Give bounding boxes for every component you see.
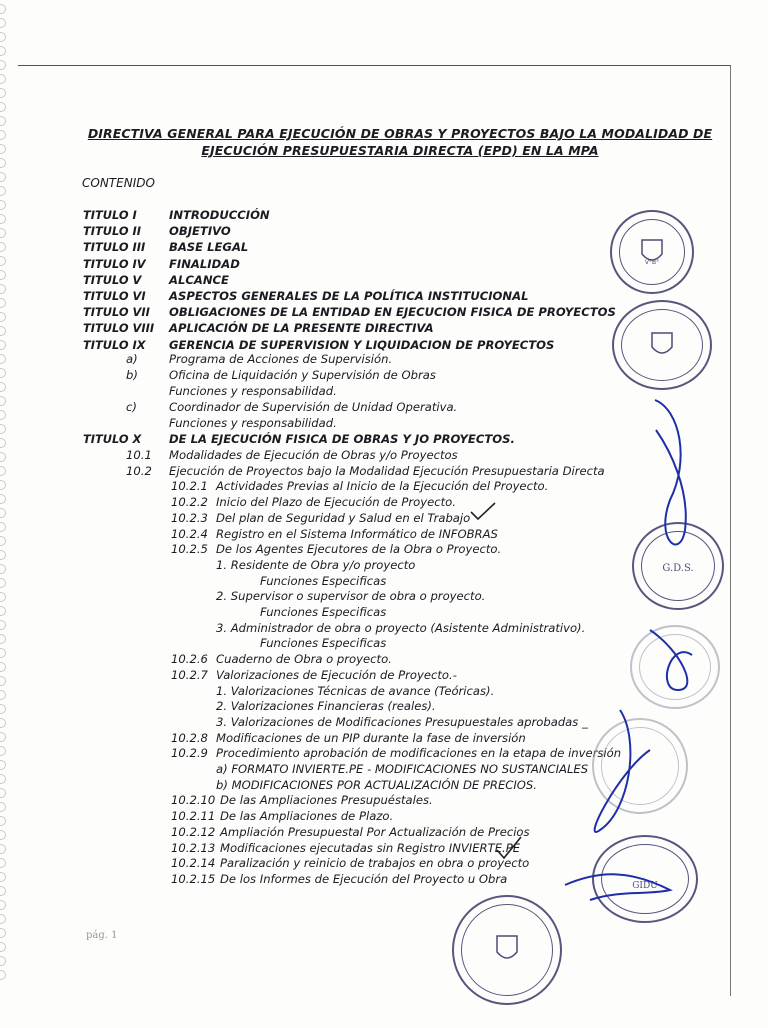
- subsection-text: Paralización y reinicio de trabajos en obra o proyecto: [220, 856, 530, 871]
- titulo-text: OBJETIVO: [169, 224, 231, 239]
- titulo-label: TITULO I: [83, 208, 137, 222]
- valorizacion-item: 2. Valorizaciones Financieras (reales).: [216, 699, 436, 714]
- section-number: 10.2: [126, 463, 152, 478]
- binder-rings: [0, 0, 14, 1028]
- titulo-x-label: TITULO X: [83, 432, 142, 446]
- stamp-asesoria: [612, 300, 712, 390]
- subsection-text: Cuaderno de Obra o proyecto.: [216, 652, 392, 667]
- svg-text:GIDU: GIDU: [632, 881, 658, 891]
- item-mark: c): [126, 400, 137, 414]
- subsection-number: 10.2.10: [171, 793, 216, 808]
- subsection-number: 10.2.4: [171, 526, 208, 541]
- subsection-number: 10.2.14: [171, 856, 216, 871]
- titulo-text: ASPECTOS GENERALES DE LA POLÍTICA INSTITUCIONAL: [169, 289, 529, 303]
- procedure-item: a) FORMATO INVIERTE.PE - MODIFICACIONES NO SUSTANCIALES: [216, 762, 589, 776]
- titulo-text: OBLIGACIONES DE LA ENTIDAD EN EJECUCION FISICA DE PROYECTOS: [169, 305, 616, 320]
- item-text: Funciones y responsabilidad.: [169, 384, 337, 398]
- subsection-text: De los Informes de Ejecución del Proyecto u Obra: [220, 871, 508, 886]
- document-title-line-2: EJECUCIÓN PRESUPUESTARIA DIRECTA (EPD) EN LA MPA: [201, 143, 599, 158]
- subsection-number: 10.2.3: [171, 510, 208, 525]
- titulo-text: GERENCIA DE SUPERVISION Y LIQUIDACION DE PROYECTOS: [169, 337, 555, 352]
- titulo-label: TITULO VII: [83, 305, 150, 320]
- titulo-text: INTRODUCCIÓN: [169, 208, 270, 222]
- coat-of-arms-icon: [634, 234, 670, 270]
- agent-item: Funciones Especificas: [260, 636, 387, 651]
- coat-of-arms-icon: [487, 930, 527, 970]
- titulo-text: ALCANCE: [169, 272, 229, 287]
- subsection-text: Actividades Previas al Inicio de la Ejecución del Proyecto.: [216, 479, 549, 494]
- subsection-text: De las Ampliaciones Presupuéstales.: [220, 793, 433, 808]
- subsection-number: 10.2.1: [171, 479, 208, 494]
- titulo-label: TITULO VIII: [83, 321, 155, 336]
- check-mark-icon: [468, 500, 498, 522]
- item-text: Programa de Acciones de Supervisión.: [169, 352, 393, 366]
- subsection-number: 10.2.15: [171, 871, 216, 886]
- subsection-text: De las Ampliaciones de Plazo.: [220, 809, 394, 824]
- check-mark-icon: [494, 834, 524, 862]
- subsection-number: 10.2.12: [171, 824, 216, 839]
- titulo-label: TITULO IX: [83, 337, 146, 352]
- titulo-label: TITULO VI: [83, 289, 146, 303]
- agent-item: 2. Supervisor o supervisor de obra o proyecto.: [216, 589, 486, 604]
- titulo-label: TITULO III: [83, 240, 146, 255]
- procedure-item: b) MODIFICACIONES POR ACTUALIZACIÓN DE PRECIOS.: [216, 777, 537, 792]
- subsection-number: 10.2.7: [171, 667, 208, 682]
- subsection-number: 10.2.6: [171, 652, 208, 667]
- page-number: pág. 1: [86, 930, 118, 941]
- subsection-text: Valorizaciones de Ejecución de Proyecto.-: [216, 667, 457, 682]
- svg-text:V°B°: V°B°: [644, 259, 660, 266]
- titulo-label: TITULO V: [83, 272, 142, 287]
- item-text: Oficina de Liquidación y Supervisión de Obras: [169, 368, 436, 382]
- subsection-text: Ampliación Presupuestal Por Actualización de Precios: [220, 824, 530, 839]
- subsection-number: 10.2.9: [171, 746, 208, 761]
- subsection-number: 10.2.13: [171, 840, 216, 855]
- item-mark: a): [126, 352, 138, 366]
- svg-text:G.D.S.: G.D.S.: [662, 563, 694, 574]
- item-text: Funciones y responsabilidad.: [169, 416, 337, 430]
- subsection-number: 10.2.2: [171, 495, 208, 510]
- valorizacion-item: 3. Valorizaciones de Modificaciones Presupuestales aprobadas _: [216, 714, 588, 729]
- subsection-text: Inicio del Plazo de Ejecución de Proyecto.: [216, 495, 456, 510]
- coat-of-arms-icon: [644, 327, 680, 363]
- subsection-text: De los Agentes Ejecutores de la Obra o Proyecto.: [216, 542, 502, 557]
- titulo-label: TITULO IV: [83, 256, 146, 271]
- document-title-line-1: DIRECTIVA GENERAL PARA EJECUCIÓN DE OBRAS Y PROYECTOS BAJO LA MODALIDAD DE: [87, 126, 713, 141]
- titulo-x-text: DE LA EJECUCIÓN FISICA DE OBRAS Y JO PROYECTOS.: [169, 432, 515, 446]
- item-mark: b): [126, 368, 138, 382]
- valorizacion-item: 1. Valorizaciones Técnicas de avance (Teóricas).: [216, 683, 495, 698]
- titulo-text: FINALIDAD: [169, 256, 240, 271]
- subsection-text: Procedimiento aprobación de modificaciones en la etapa de inversión: [216, 746, 622, 761]
- subsection-text: Del plan de Seguridad y Salud en el Trabajo: [216, 510, 471, 525]
- titulo-text: APLICACIÓN DE LA PRESENTE DIRECTIVA: [169, 321, 434, 336]
- subsection-number: 10.2.5: [171, 542, 208, 557]
- agent-item: 3. Administrador de obra o proyecto (Asistente Administrativo).: [216, 620, 586, 635]
- section-text: Ejecución de Proyectos bajo la Modalidad Ejecución Presupuestaria Directa: [169, 463, 605, 478]
- subsection-text: Modificaciones ejecutadas sin Registro INVIERTE.PE: [220, 840, 521, 855]
- subsection-text: Modificaciones de un PIP durante la fase de inversión: [216, 730, 526, 745]
- subsection-number: 10.2.8: [171, 730, 208, 745]
- section-text: Modalidades de Ejecución de Obras y/o Proyectos: [169, 448, 458, 462]
- subsection-text: Registro en el Sistema Informático de INFOBRAS: [216, 526, 498, 541]
- stamp-contabilidad: [452, 895, 562, 1005]
- agent-item: Funciones Especificas: [260, 605, 387, 619]
- agent-item: Funciones Especificas: [260, 573, 387, 588]
- titulo-text: BASE LEGAL: [169, 240, 249, 255]
- section-number: 10.1: [126, 448, 152, 462]
- contenido-heading: CONTENIDO: [82, 176, 155, 190]
- item-text: Coordinador de Supervisión de Unidad Operativa.: [169, 400, 458, 414]
- signature-ink: [560, 390, 760, 910]
- agent-item: 1. Residente de Obra y/o proyecto: [216, 557, 416, 572]
- titulo-label: TITULO II: [83, 224, 142, 239]
- stamp-gerencia: [610, 210, 694, 294]
- subsection-number: 10.2.11: [171, 809, 216, 824]
